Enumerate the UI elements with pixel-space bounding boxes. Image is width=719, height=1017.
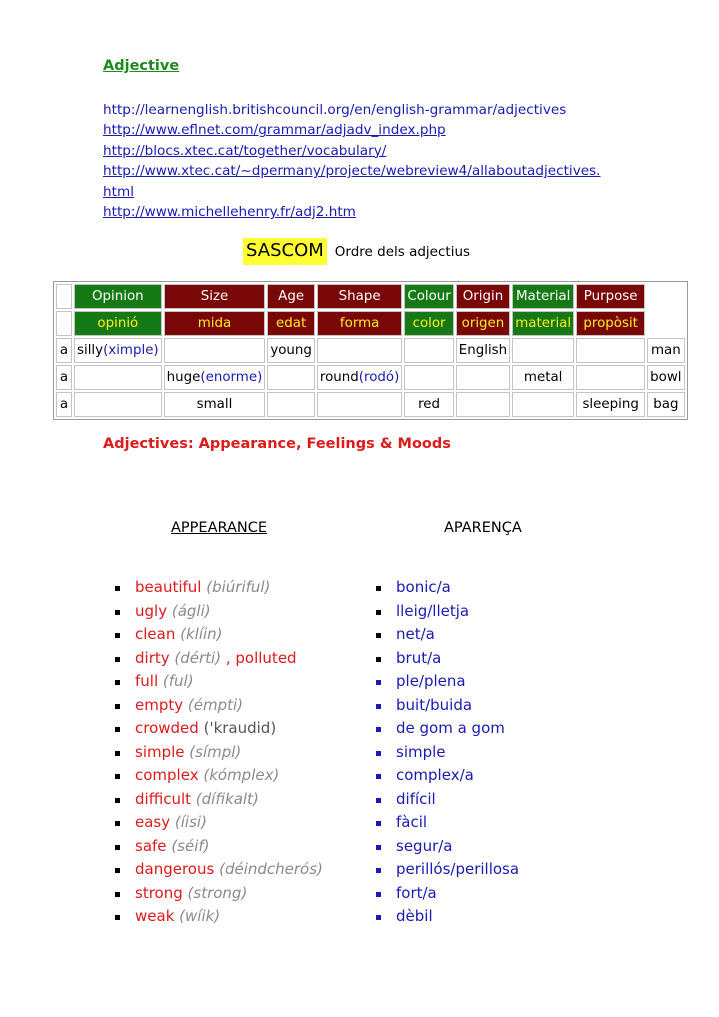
purpose-cell [576, 365, 645, 390]
header-opinio: opinió [74, 311, 162, 336]
link-michellehenry[interactable]: http://www.michellehenry.fr/adj2.htm [103, 204, 356, 221]
list-item [115, 717, 323, 741]
colour-cell [404, 365, 453, 390]
catalan-word: net/a [396, 625, 435, 643]
english-word: strong [135, 883, 183, 902]
list-item [115, 764, 323, 788]
empty-cell [56, 284, 72, 309]
link-eflnet[interactable]: http://www.eflnet.com/grammar/adjadv_index.php [103, 122, 446, 139]
table-row [56, 392, 685, 417]
pronunciation: ('kraudid) [203, 719, 277, 737]
english-word: ugly [135, 601, 168, 620]
header-row-english [56, 284, 685, 309]
list-item [376, 835, 519, 859]
list-item [376, 670, 519, 694]
english-word: beautiful [135, 578, 202, 596]
list-item [376, 764, 519, 788]
origin-cell [456, 365, 510, 390]
list-item [115, 623, 323, 647]
opinion-cell [74, 365, 162, 390]
english-word: crowded [135, 719, 199, 737]
english-word: empty [135, 695, 184, 714]
list-item [115, 600, 323, 624]
empty-cell [56, 311, 72, 336]
noun-cell: bag [647, 392, 684, 417]
link-britishcouncil[interactable]: http://learnenglish.britishcouncil.org/en/english-grammar/adjectives [103, 102, 567, 118]
article-cell: a [56, 392, 72, 417]
header-material-ca: material [512, 311, 574, 336]
english-word: easy [135, 813, 171, 831]
header-origen: origen [456, 311, 510, 336]
table-row [56, 365, 685, 390]
catalan-word: dèbil [396, 907, 433, 925]
list-item [115, 811, 323, 835]
list-item [376, 717, 519, 741]
catalan-word: buit/buida [396, 695, 473, 714]
opinion-cell [74, 392, 162, 417]
english-word: simple [135, 742, 185, 761]
list-item [376, 576, 519, 600]
age-cell [267, 365, 315, 390]
translation-rodo: (rodó) [358, 370, 400, 385]
english-word: difficult [135, 789, 191, 808]
size-cell [164, 365, 266, 390]
list-item [376, 600, 519, 624]
word-huge: huge [166, 370, 201, 385]
ordre-label: Ordre dels adjectius [334, 243, 471, 260]
list-item [115, 741, 323, 765]
article-cell: a [56, 365, 72, 390]
list-item [376, 905, 519, 929]
adjective-order-table [53, 281, 688, 420]
sascom-label: SASCOM [243, 238, 327, 265]
pronunciation: (émpti) [187, 695, 244, 714]
header-material: Material [512, 284, 574, 309]
list-item [376, 788, 519, 812]
catalan-word: difícil [396, 789, 436, 808]
english-word: dirty [135, 648, 170, 667]
header-purpose: Purpose [576, 284, 645, 309]
header-shape: Shape [317, 284, 402, 309]
header-colour: Colour [404, 284, 453, 309]
catalan-word: perillós/perillosa [396, 860, 520, 878]
origin-cell: English [456, 338, 510, 363]
catalan-word: de gom a gom [396, 719, 505, 737]
catalan-word: complex/a [396, 766, 474, 784]
catalan-word: bonic/a [396, 578, 451, 596]
purpose-cell [576, 338, 645, 363]
pronunciation: (íisi) [174, 813, 207, 831]
catalan-word: brut/a [396, 648, 442, 667]
header-opinion: Opinion [74, 284, 162, 309]
catalan-word: simple [396, 742, 446, 761]
link-xtec-allaboutadjectives-cont[interactable]: html [103, 183, 134, 200]
material-cell: metal [512, 365, 574, 390]
list-item [115, 670, 323, 694]
list-item [115, 694, 323, 718]
pronunciation: (dífikalt) [195, 789, 259, 808]
word-round: round [319, 370, 359, 385]
empty-cell [647, 311, 684, 336]
list-item [376, 694, 519, 718]
material-cell [512, 338, 574, 363]
word-silly: silly [77, 343, 104, 358]
section-title: Adjectives: Appearance, Feelings & Moods [103, 436, 451, 452]
translation-enorme: (enorme) [200, 370, 263, 385]
catalan-word: fort/a [396, 883, 437, 902]
pronunciation: (ful) [162, 672, 194, 690]
colour-cell [404, 338, 453, 363]
header-proposit: propòsit [576, 311, 645, 336]
pronunciation: (ágli) [171, 601, 211, 620]
purpose-cell: sleeping [576, 392, 645, 417]
list-item [376, 623, 519, 647]
size-cell [164, 338, 266, 363]
english-word: dangerous [135, 860, 215, 878]
origin-cell [456, 392, 510, 417]
size-cell: small [164, 392, 266, 417]
list-item [115, 858, 323, 882]
colour-cell: red [404, 392, 453, 417]
english-word: clean [135, 625, 176, 643]
header-row-catalan [56, 311, 685, 336]
english-word: weak [135, 907, 175, 925]
opinion-cell [74, 338, 162, 363]
noun-cell: man [647, 338, 684, 363]
article-cell: a [56, 338, 72, 363]
noun-cell: bowl [647, 365, 684, 390]
pronunciation: (kómplex) [203, 766, 280, 784]
list-item [115, 835, 323, 859]
header-edat: edat [267, 311, 315, 336]
list-item [115, 882, 323, 906]
header-mida: mida [164, 311, 266, 336]
catalan-word-list [376, 576, 519, 929]
age-cell: young [267, 338, 315, 363]
list-item [115, 905, 323, 929]
list-item [115, 788, 323, 812]
pronunciation: (wíik) [179, 907, 221, 925]
age-cell [267, 392, 315, 417]
appearance-heading: APPEARANCE [171, 520, 268, 536]
pronunciation: (séif) [171, 836, 210, 855]
pronunciation: (biúriful) [206, 578, 271, 596]
english-word: safe [135, 836, 167, 855]
pronunciation: (dérti) [174, 648, 222, 667]
english-word: complex [135, 766, 199, 784]
pronunciation: (strong) [187, 883, 248, 902]
shape-cell [317, 365, 402, 390]
empty-cell [647, 284, 684, 309]
aparenca-heading: APARENÇA [444, 520, 522, 536]
pronunciation: (déindcherós) [219, 860, 323, 878]
table-row [56, 338, 685, 363]
english-word-list [115, 576, 323, 929]
list-item [376, 858, 519, 882]
catalan-word: lleig/lletja [396, 601, 470, 620]
shape-cell [317, 392, 402, 417]
list-item [376, 741, 519, 765]
catalan-word: segur/a [396, 836, 453, 855]
pronunciation: (símpl) [189, 742, 242, 761]
english-word: full [135, 672, 159, 690]
reference-links [103, 100, 643, 222]
link-xtec-allaboutadjectives[interactable]: http://www.xtec.cat/~dpermany/projecte/webreview4/allaboutadjectives. [103, 163, 601, 180]
catalan-word: ple/plena [396, 672, 466, 690]
english-word-extra: , polluted [225, 648, 297, 667]
list-item [115, 647, 323, 671]
translation-ximple: (ximple) [103, 343, 159, 358]
catalan-word: fàcil [396, 813, 428, 831]
header-size: Size [164, 284, 266, 309]
header-age: Age [267, 284, 315, 309]
header-origin: Origin [456, 284, 510, 309]
sascom-heading [243, 238, 470, 265]
link-blocs-xtec[interactable]: http://blocs.xtec.cat/together/vocabulary/ [103, 142, 387, 159]
list-item [376, 882, 519, 906]
pronunciation: (klíin) [180, 625, 223, 643]
material-cell [512, 392, 574, 417]
list-item [115, 576, 323, 600]
header-forma: forma [317, 311, 402, 336]
page-title: Adjective [103, 58, 180, 74]
list-item [376, 647, 519, 671]
shape-cell [317, 338, 402, 363]
list-item [376, 811, 519, 835]
header-color: color [404, 311, 453, 336]
